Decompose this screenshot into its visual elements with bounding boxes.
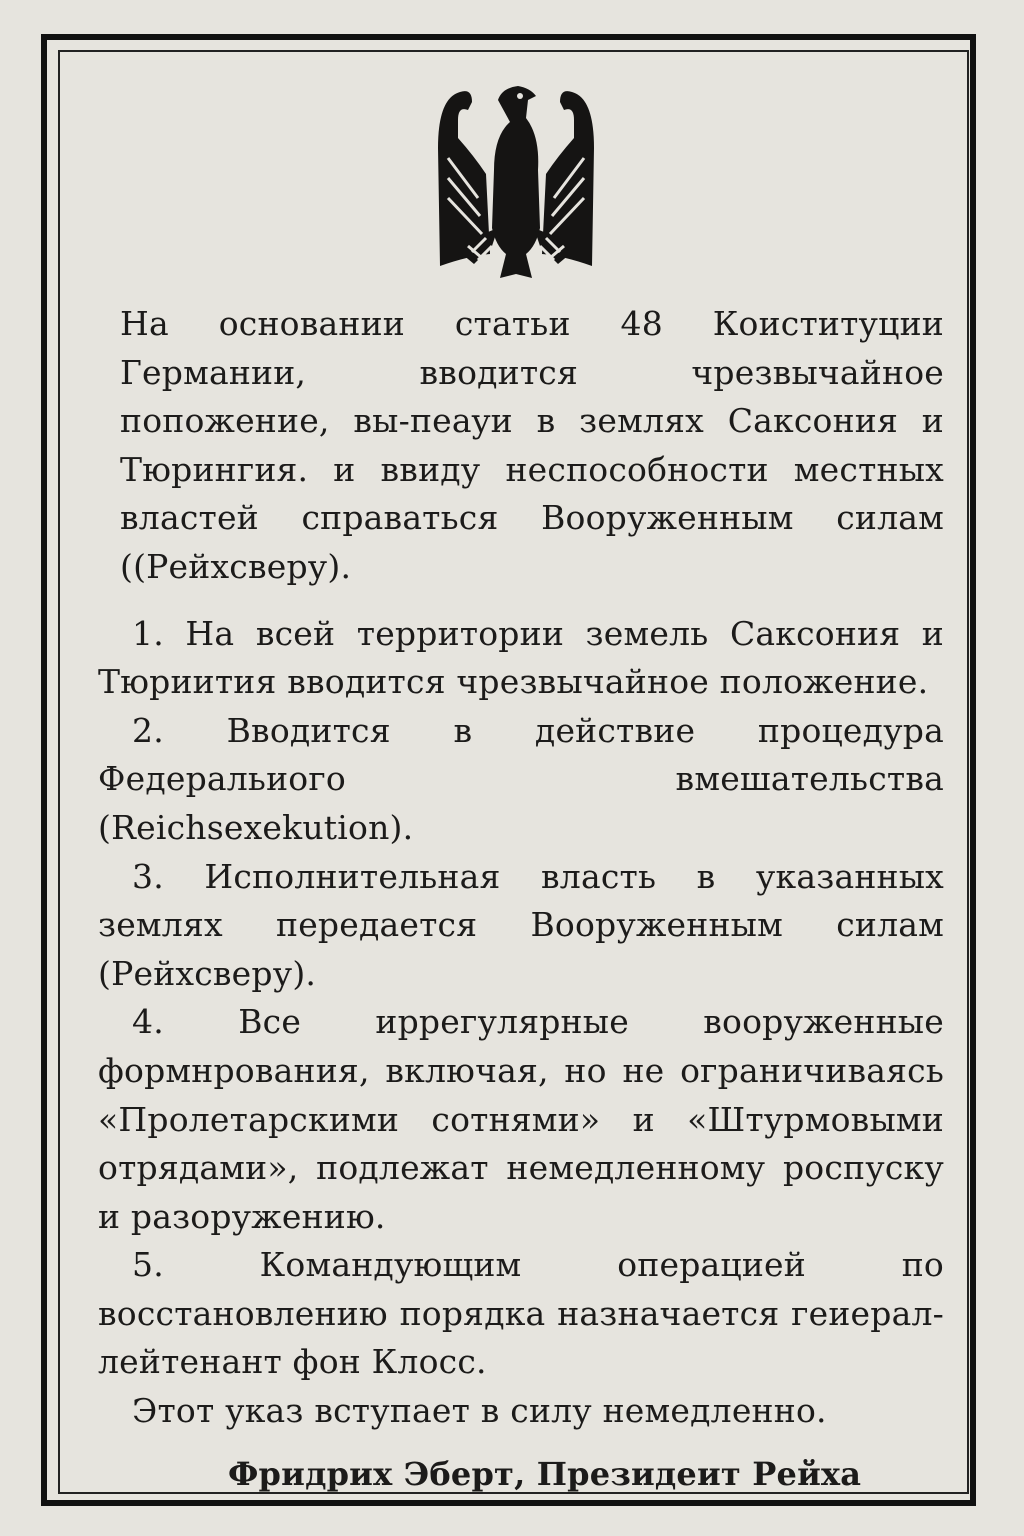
decree-signature: Фридрих Эберт, Президеит Рейха <box>228 1454 862 1493</box>
decree-item-5: 5. Командующим операцией по восстановлению порядка назначается геиерал-лейтенант фон Клосс. <box>98 1245 944 1382</box>
decree-item-1: 1. На всей территории земель Саксония и Тюриития вводится чрезвычайное положение. <box>98 613 944 702</box>
decree-preamble: На основании статьи 48 Коиституции Германии, вводится чрезвычайное попожение, вы-пеayи в землях Саксония и Тюрингия. и ввиду неспособности местных властей справаться Вооруженным силам ((Рейхсверу). <box>120 304 944 586</box>
eagle-emblem-icon <box>428 78 604 286</box>
decree-item-2: 2. Вводится в действие процедура Федеральиого вмешательства (Reichsexekution). <box>98 710 944 847</box>
decree-item-3: 3. Исполнительная власть в указанных землях передается Вооруженным силам (Рейхсверу). <box>98 856 944 993</box>
decree-closing: Этот указ вступает в силу немедленно. <box>132 1391 827 1431</box>
decree-item-4: 4. Все иррегулярные вооруженные формнрования, включая, но не ограничиваясь «Пролетарскими сотнями» и «Штурмовыми отрядами», подлежат немедленному роспуску и разоружению. <box>98 1002 944 1236</box>
decree-text <box>98 300 944 1498</box>
